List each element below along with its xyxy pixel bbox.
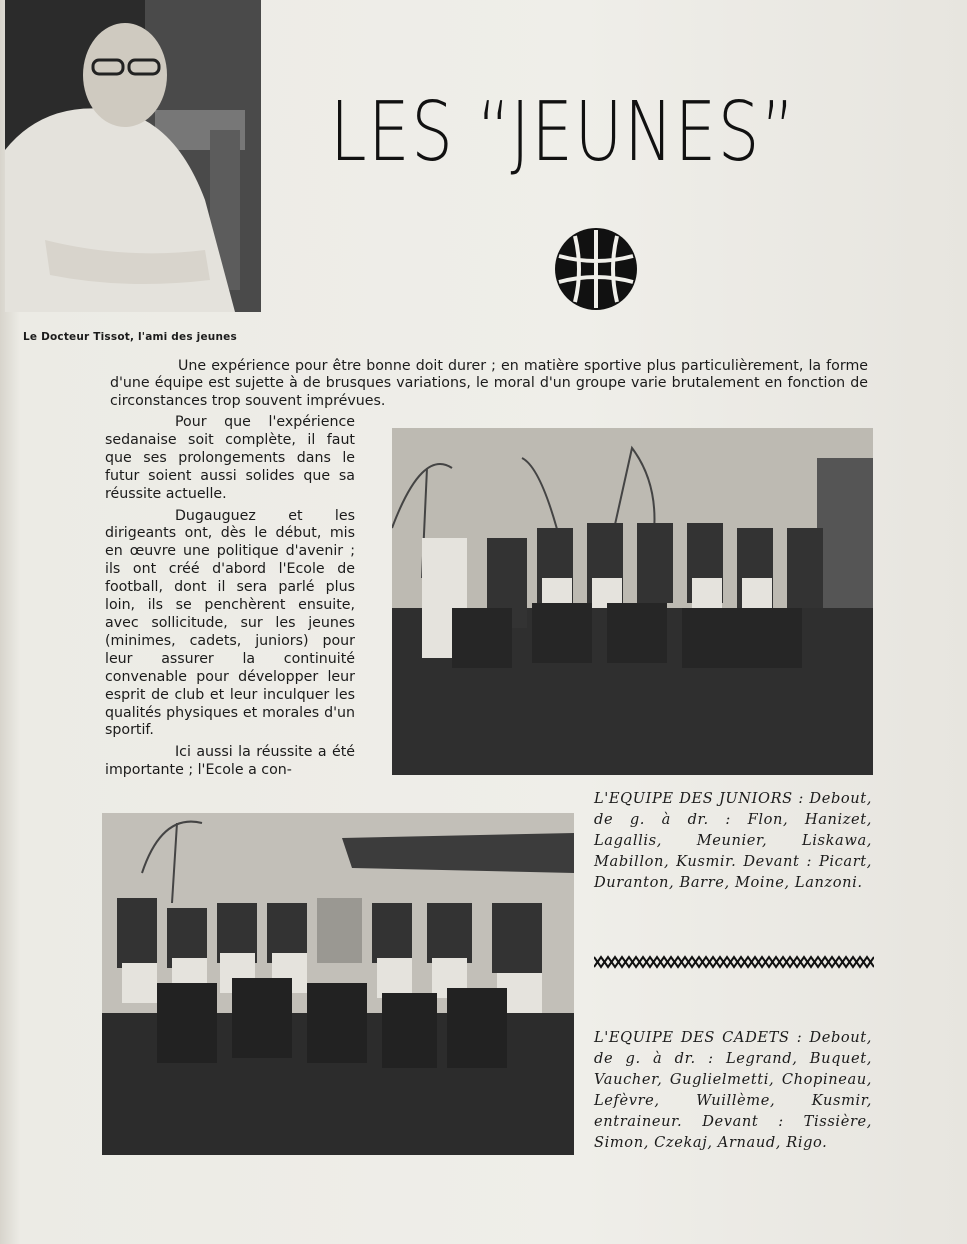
juniors-caption: L'EQUIPE DES JUNIORS : Debout, de g. à dr. : Flon, Hanizet, Lagallis, Meunier, Liskawa, Mabillon, Kusmir. Devant : Picart, Duranton, Barre, Moine, Lanzoni. — [594, 790, 872, 891]
body-paragraph-3: Ici aussi la réussite a été importante ; l'Ecole a con- — [105, 744, 355, 779]
ornamental-rule — [594, 955, 874, 969]
football-icon — [553, 226, 639, 312]
body-column — [105, 414, 355, 784]
body-paragraph-2: Dugauguez et les dirigeants ont, dès le début, mis en œuvre une politique d'avenir ; ils ont créé d'abord l'Ecole de football, dont il sera parlé plus loin, ils se penchèrent ensuite, avec sollicitude, sur les jeunes (minimes, cadets, juniors) pour leur assurer la continuité convenable pour développer leur esprit de club et leur inculquer les qualités physiques et morales d'un sportif. — [105, 507, 355, 739]
intro-paragraph: Une expérience pour être bonne doit durer ; en matière sportive plus particulièrement, la forme d'une équipe est sujette à de brusques variations, le moral d'un groupe varie brutalement en fonction de circonstances trop souvent imprévues. — [110, 358, 868, 409]
portrait-caption: Le Docteur Tissot, l'ami des jeunes — [23, 331, 237, 343]
cadets-caption: L'EQUIPE DES CADETS : Debout, de g. à dr. : Legrand, Buquet, Vaucher, Guglielmetti, Chopineau, Lefèvre, Wuillème, Kusmir, entraineur. Devant : Tissière, Simon, Czekaj, Arnaud, Rigo. — [594, 1029, 872, 1151]
body-paragraph-1: Pour que l'expérience sedanaise soit complète, il faut que ses prolongements dans le futur soient aussi solides que sa réussite actuelle. — [105, 414, 355, 502]
page-title: LES “JEUNES” — [330, 85, 797, 180]
cadets-team-photo — [102, 813, 574, 1155]
portrait-photo — [5, 0, 261, 312]
juniors-team-photo — [392, 428, 873, 775]
